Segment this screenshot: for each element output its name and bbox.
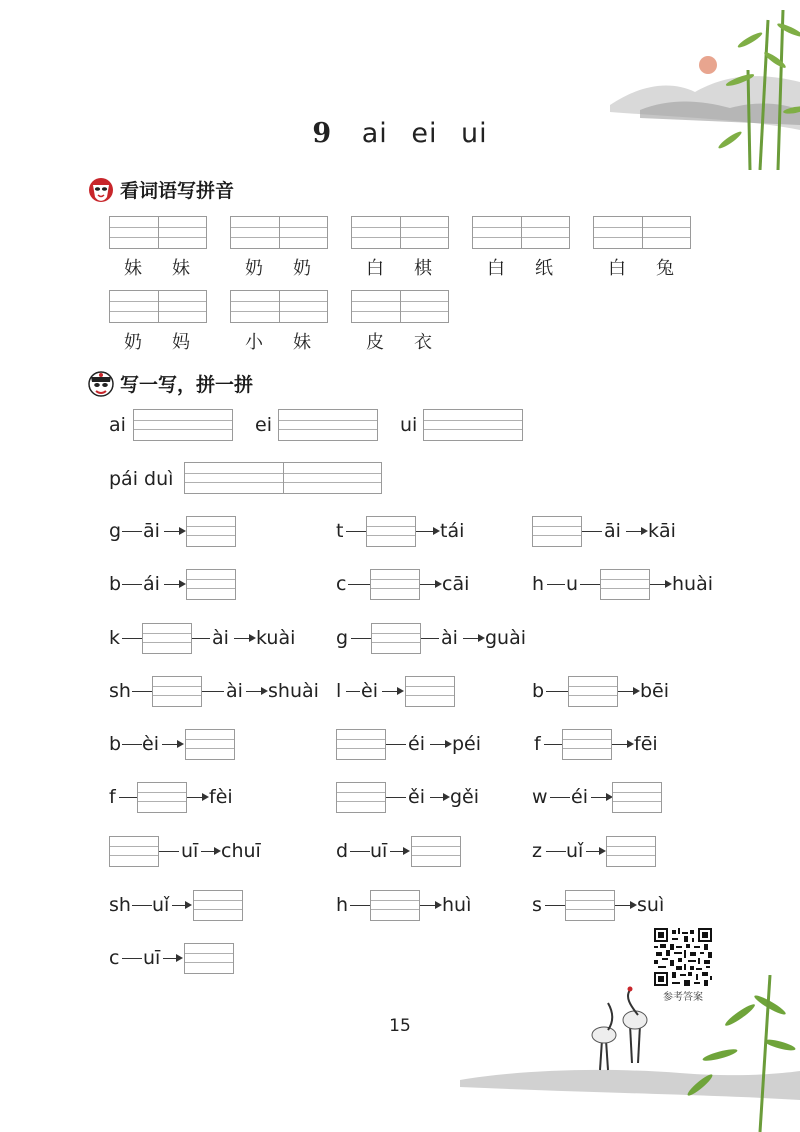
result-text: kāi [648, 520, 676, 542]
final-text: éi [571, 786, 588, 808]
connector-line [122, 531, 142, 532]
hanzi-char: 棋 [414, 258, 432, 279]
final-text: āi [143, 520, 160, 542]
lesson-finals: ai ei ui [361, 118, 488, 149]
section-header-read-words [88, 176, 234, 203]
initial-text: c [109, 947, 120, 969]
connector-line [122, 744, 142, 745]
initial-text: d [336, 840, 349, 862]
connector-line [545, 905, 565, 906]
arrow-icon [591, 797, 611, 798]
arrow-icon [420, 584, 440, 585]
page-number: 15 [389, 1016, 411, 1036]
result-text: fèi [209, 786, 233, 808]
result-text: fēi [634, 733, 658, 755]
hanzi-char: 奶 [124, 332, 142, 353]
connector-line [580, 584, 600, 585]
writing-grid[interactable] [612, 782, 662, 813]
connector-line [202, 691, 224, 692]
qr-code[interactable] [654, 928, 712, 986]
writing-grid[interactable] [142, 623, 192, 654]
lesson-number: 9 [312, 118, 332, 149]
hanzi-char: 白 [608, 258, 626, 279]
arrow-icon [615, 905, 635, 906]
result-text: kuài [256, 627, 296, 649]
section-header-write-spell [88, 370, 253, 397]
initial-text: z [532, 840, 542, 862]
result-text: péi [452, 733, 482, 755]
initial-text: g [109, 520, 122, 542]
initial-text: f [109, 786, 116, 808]
arrow-icon [164, 531, 184, 532]
hanzi-char: 妈 [172, 332, 190, 353]
initial-text: sh [109, 680, 131, 702]
result-text: chuī [221, 840, 261, 862]
writing-grid[interactable] [186, 569, 236, 600]
initial-text: t [336, 520, 344, 542]
connector-line [544, 744, 562, 745]
connector-line [350, 905, 370, 906]
arrow-icon [612, 744, 632, 745]
writing-grid[interactable] [278, 409, 378, 441]
final-text: ài [226, 680, 243, 702]
pinyin-grid[interactable] [230, 290, 328, 323]
section1-title: 看词语写拼音 [120, 180, 235, 202]
final-text: uǐ [566, 840, 584, 862]
opera-mask-icon [88, 371, 114, 397]
hanzi-char: 皮 [366, 332, 384, 353]
writing-grid[interactable] [336, 729, 386, 760]
connector-line [350, 851, 370, 852]
lesson-title [0, 118, 800, 149]
arrow-icon [172, 905, 190, 906]
final-text: ài [441, 627, 458, 649]
writing-grid[interactable] [185, 729, 235, 760]
connector-line [159, 851, 179, 852]
hanzi-char: 妹 [172, 258, 190, 279]
initial-text: s [532, 894, 542, 916]
opera-mask-icon [88, 177, 114, 203]
connector-line [546, 691, 568, 692]
writing-grid[interactable] [152, 676, 202, 707]
final-label: ui [400, 414, 418, 436]
connector-line [546, 851, 566, 852]
connector-line [547, 584, 565, 585]
arrow-icon [586, 851, 604, 852]
connector-line [346, 531, 366, 532]
medial-text: u [566, 573, 579, 595]
connector-line [122, 958, 142, 959]
cranes-bamboo-illustration [440, 975, 800, 1132]
writing-grid[interactable] [186, 516, 236, 547]
initial-text: h [532, 573, 545, 595]
pinyin-grid[interactable] [351, 290, 449, 323]
initial-text: c [336, 573, 347, 595]
arrow-icon [416, 531, 438, 532]
hanzi-char: 衣 [414, 332, 432, 353]
result-text: cāi [442, 573, 470, 595]
pinyin-grid[interactable] [109, 216, 207, 249]
result-text: shuài [268, 680, 319, 702]
arrow-icon [390, 851, 408, 852]
connector-line [346, 691, 360, 692]
connector-line [132, 691, 152, 692]
writing-grid[interactable] [411, 836, 461, 867]
final-text: uī [181, 840, 199, 862]
connector-line [550, 797, 570, 798]
pinyin-grid[interactable] [351, 216, 449, 249]
arrow-icon [463, 638, 483, 639]
arrow-icon [618, 691, 638, 692]
connector-line [122, 584, 142, 585]
result-text: tái [440, 520, 465, 542]
writing-grid[interactable] [562, 729, 612, 760]
writing-grid[interactable] [405, 676, 455, 707]
connector-line [192, 638, 210, 639]
initial-text: k [109, 627, 121, 649]
word-label: pái duì [109, 468, 174, 490]
connector-line [421, 638, 439, 639]
hanzi-char: 纸 [535, 258, 553, 279]
writing-grid[interactable] [606, 836, 656, 867]
arrow-icon [187, 797, 207, 798]
connector-line [386, 797, 406, 798]
result-text: guài [485, 627, 527, 649]
final-text: éi [408, 733, 425, 755]
hanzi-char: 奶 [293, 258, 311, 279]
initial-text: l [336, 680, 342, 702]
arrow-icon [234, 638, 254, 639]
writing-grid[interactable] [568, 676, 618, 707]
result-text: huì [442, 894, 472, 916]
writing-grid[interactable] [565, 890, 615, 921]
connector-line [348, 584, 370, 585]
pinyin-grid[interactable] [109, 290, 207, 323]
arrow-icon [420, 905, 440, 906]
initial-text: sh [109, 894, 131, 916]
hanzi-char: 奶 [245, 258, 263, 279]
result-text: gěi [450, 786, 480, 808]
connector-line [582, 531, 602, 532]
final-text: ái [143, 573, 160, 595]
arrow-icon [650, 584, 670, 585]
writing-grid[interactable] [423, 409, 523, 441]
pinyin-grid[interactable] [593, 216, 691, 249]
final-label: ei [255, 414, 272, 436]
hanzi-char: 小 [245, 332, 263, 353]
arrow-icon [162, 744, 182, 745]
hanzi-char: 妹 [293, 332, 311, 353]
final-label: ai [109, 414, 126, 436]
arrow-icon [246, 691, 266, 692]
final-text: ěi [408, 786, 425, 808]
result-text: huài [672, 573, 714, 595]
writing-grid[interactable] [336, 782, 386, 813]
writing-grid[interactable] [532, 516, 582, 547]
writing-grid[interactable] [184, 462, 382, 494]
arrow-icon [430, 797, 448, 798]
hanzi-char: 妹 [124, 258, 142, 279]
arrow-icon [163, 958, 181, 959]
final-text: èi [361, 680, 378, 702]
writing-grid[interactable] [137, 782, 187, 813]
connector-line [119, 797, 137, 798]
hanzi-char: 白 [487, 258, 505, 279]
initial-text: b [109, 733, 122, 755]
writing-grid[interactable] [600, 569, 650, 600]
connector-line [122, 638, 142, 639]
final-text: āi [604, 520, 621, 542]
initial-text: b [109, 573, 122, 595]
initial-text: f [534, 733, 541, 755]
arrow-icon [164, 584, 184, 585]
connector-line [386, 744, 406, 745]
qr-caption: 参考答案 [663, 992, 703, 1003]
writing-grid[interactable] [133, 409, 233, 441]
hanzi-char: 兔 [656, 258, 674, 279]
final-text: ài [212, 627, 229, 649]
arrow-icon [201, 851, 219, 852]
initial-text: w [532, 786, 548, 808]
final-text: uī [143, 947, 161, 969]
connector-line [132, 905, 152, 906]
writing-grid[interactable] [370, 890, 420, 921]
initial-text: g [336, 627, 349, 649]
writing-grid[interactable] [184, 943, 234, 974]
section2-title: 写一写，拼一拼 [120, 374, 254, 396]
writing-grid[interactable] [371, 623, 421, 654]
writing-grid[interactable] [370, 569, 420, 600]
arrow-icon [626, 531, 646, 532]
final-text: èi [142, 733, 159, 755]
result-text: bēi [640, 680, 670, 702]
pinyin-grid[interactable] [230, 216, 328, 249]
final-text: uī [370, 840, 388, 862]
writing-grid[interactable] [366, 516, 416, 547]
hanzi-char: 白 [366, 258, 384, 279]
arrow-icon [430, 744, 450, 745]
writing-grid[interactable] [109, 836, 159, 867]
connector-line [351, 638, 371, 639]
result-text: suì [637, 894, 665, 916]
pinyin-grid[interactable] [472, 216, 570, 249]
initial-text: h [336, 894, 349, 916]
writing-grid[interactable] [193, 890, 243, 921]
initial-text: b [532, 680, 545, 702]
arrow-icon [382, 691, 402, 692]
final-text: uǐ [152, 894, 170, 916]
